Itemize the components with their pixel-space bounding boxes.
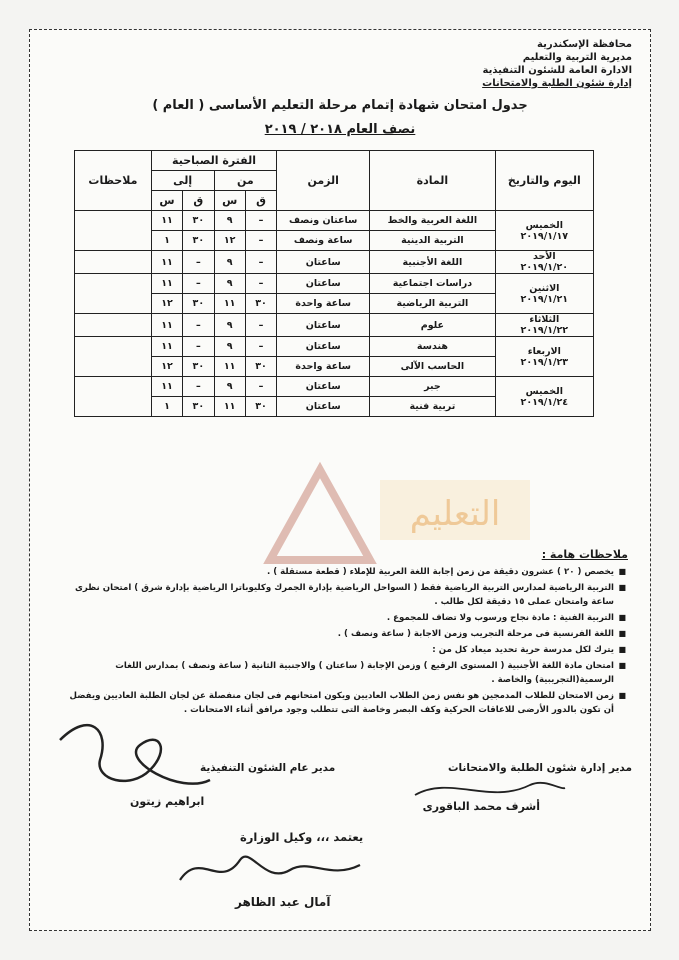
notes-cell (75, 274, 152, 314)
duration-cell: ساعتان (277, 251, 370, 274)
day-name: الاثنين (529, 282, 560, 294)
duration-cell: ساعتان (277, 397, 370, 417)
table-row (75, 274, 594, 294)
col-q: ق (245, 191, 276, 211)
left-signature-scribble (50, 700, 220, 820)
to-q-cell: ٣٠ (183, 211, 214, 231)
notes-title: ملاحظات هامة : (541, 548, 628, 561)
notes-cell (75, 211, 152, 251)
col-to: إلى (151, 171, 214, 191)
document-page (29, 29, 651, 931)
duration-cell: ساعتان (277, 337, 370, 357)
duration-cell: ساعة واحدة (277, 357, 370, 377)
notes-cell (75, 337, 152, 377)
note-item: ■ امتحان مادة اللغة الأجنبية ( المستوى الرفيع ) وزمن الإجابة ( ساعتان ) والاجنبية الثانية ( ساعة ونصف ) بمدارس اللغات الرسمية(التجريبية) والخاصة . (66, 659, 626, 687)
approval-label: يعتمد ،،، وكيل الوزارة (240, 830, 364, 844)
to-q-cell: ٣٠ (183, 231, 214, 251)
table-row (75, 251, 594, 274)
duration-cell: ساعة واحدة (277, 294, 370, 314)
col-day: اليوم والتاريخ (495, 151, 593, 211)
table-row (75, 337, 594, 357)
right-signature-name: أشرف محمد الباقورى (422, 800, 540, 813)
to-s-cell: ١٢ (151, 294, 182, 314)
approval-name: آمال عبد الظاهر (235, 895, 331, 909)
to-q-cell: ٣٠ (183, 397, 214, 417)
duration-cell: ساعتان ونصف (277, 211, 370, 231)
to-q-cell: – (183, 337, 214, 357)
approval-signature-scribble (170, 840, 370, 900)
notes-cell (75, 251, 152, 274)
day-name: الخميس (525, 219, 563, 231)
watermark-text: التعليم (409, 494, 501, 534)
day-date: ٢٠١٩/١/٢٤ (520, 396, 569, 408)
to-s-cell: ١١ (151, 274, 182, 294)
to-q-cell: ٣٠ (183, 294, 214, 314)
from-s-cell: ١١ (214, 294, 245, 314)
from-q-cell: – (245, 211, 276, 231)
col-period: الفترة الصباحية (151, 151, 276, 171)
to-s-cell: ١ (151, 231, 182, 251)
subject-cell: الحاسب الآلى (370, 357, 495, 377)
table-row (75, 314, 594, 337)
note-item: ■ اللغة الفرنسية فى مرحلة التجريب وزمن الاجابة ( ساعة ونصف ) . (66, 627, 626, 641)
day-cell (495, 337, 593, 377)
note-item: ■ يخصص ( ٢٠ ) عشرون دقيقة من زمن إجابة اللغة العربية للإملاء ( قطعة مستقلة ) . (66, 565, 626, 579)
col-q: ق (183, 191, 214, 211)
day-date: ٢٠١٩/١/٢١ (520, 293, 569, 305)
watermark-logo (230, 450, 530, 570)
left-signature-name: ابراهيم زيتون (130, 795, 205, 808)
from-q-cell: – (245, 337, 276, 357)
to-s-cell: ١ (151, 397, 182, 417)
subject-cell: هندسة (370, 337, 495, 357)
subject-cell: اللغة الأجنبية (370, 251, 495, 274)
page-subtitle: نصف العام ٢٠١٨ / ٢٠١٩ (264, 122, 416, 137)
col-from: من (214, 171, 277, 191)
notes-list (66, 565, 626, 719)
from-q-cell: – (245, 231, 276, 251)
subject-cell: اللغة العربية والخط (370, 211, 495, 231)
to-s-cell: ١١ (151, 314, 182, 337)
subject-cell: تربية فنية (370, 397, 495, 417)
to-s-cell: ١١ (151, 211, 182, 231)
from-q-cell: – (245, 314, 276, 337)
subject-cell: التربية الدينية (370, 231, 495, 251)
notes-cell (75, 377, 152, 417)
right-signature-scribble (410, 770, 570, 810)
day-cell (495, 211, 593, 251)
header-line: مديرية التربية والتعليم (522, 52, 632, 63)
subject-cell: جبر (370, 377, 495, 397)
exam-table (74, 150, 594, 417)
from-s-cell: ٩ (214, 251, 245, 274)
note-item: ■ يترك لكل مدرسة حرية تحديد ميعاد كل من : (66, 643, 626, 657)
day-cell (495, 314, 593, 337)
to-q-cell: – (183, 314, 214, 337)
notes-cell (75, 314, 152, 337)
to-s-cell: ١١ (151, 377, 182, 397)
to-s-cell: ١٢ (151, 357, 182, 377)
to-s-cell: ١١ (151, 337, 182, 357)
table-row (75, 211, 594, 231)
from-q-cell: – (245, 251, 276, 274)
subject-cell: دراسات اجتماعية (370, 274, 495, 294)
duration-cell: ساعتان (277, 377, 370, 397)
from-s-cell: ٩ (214, 377, 245, 397)
table-body (75, 211, 594, 417)
note-item: ■ التربية الرياضية لمدارس التربية الرياضية فقط ( السواحل الرياضية بإدارة الجمرك وكليوباترا الرياضية بإدارة شرق ) امتحان نظرى ساعة وامتحان عملى ١٥ دقيقة لكل طالب . (66, 581, 626, 609)
col-duration: الزمن (277, 151, 370, 211)
header-block (482, 38, 632, 90)
from-q-cell: – (245, 274, 276, 294)
note-item: ■ زمن الامتحان للطلاب المدمجين هو نفس زمن الطلاب العاديين ويكون امتحانهم فى لجان منفصلة عن لجان الطلبة العاديين ويفضل أن تكون بالدور الأرضى للاعاقات الحركية وكف البصر وخاصة التى تتطلب وجود مرافق أثناء الامتحانات . (66, 689, 626, 717)
col-s: س (151, 191, 182, 211)
from-s-cell: ٩ (214, 211, 245, 231)
day-cell (495, 274, 593, 314)
from-s-cell: ١٢ (214, 231, 245, 251)
to-s-cell: ١١ (151, 251, 182, 274)
from-q-cell: ٣٠ (245, 357, 276, 377)
col-subject: المادة (370, 151, 495, 211)
to-q-cell: ٣٠ (183, 357, 214, 377)
left-signature-title: مدير عام الشئون التنفيذية (200, 762, 336, 774)
note-item: ■ التربية الفنية : مادة نجاح ورسوب ولا تضاف للمجموع . (66, 611, 626, 625)
page-title: جدول امتحان شهادة إتمام مرحلة التعليم الأساسى ( العام ) (152, 98, 528, 113)
duration-cell: ساعتان (277, 274, 370, 294)
right-signature-title: مدير إدارة شئون الطلبة والامتحانات (447, 762, 632, 774)
col-notes: ملاحظات (75, 151, 152, 211)
header-line: محافظة الإسكندرية (537, 39, 632, 50)
table-row (75, 377, 594, 397)
day-date: ٢٠١٩/١/٢٠ (520, 262, 569, 273)
duration-cell: ساعتان (277, 314, 370, 337)
day-name: الاربعاء (527, 345, 561, 357)
col-s: س (214, 191, 245, 211)
day-name: الخميس (525, 385, 563, 397)
from-s-cell: ١١ (214, 397, 245, 417)
duration-cell: ساعة ونصف (277, 231, 370, 251)
from-s-cell: ٩ (214, 274, 245, 294)
day-date: ٢٠١٩/١/١٧ (520, 230, 569, 242)
from-q-cell: ٣٠ (245, 294, 276, 314)
day-name: الثلاثاء (529, 314, 560, 325)
subject-cell: التربية الرياضية (370, 294, 495, 314)
from-q-cell: – (245, 377, 276, 397)
to-q-cell: – (183, 251, 214, 274)
from-s-cell: ٩ (214, 337, 245, 357)
to-q-cell: – (183, 274, 214, 294)
day-cell (495, 377, 593, 417)
subject-cell: علوم (370, 314, 495, 337)
day-date: ٢٠١٩/١/٢٣ (520, 356, 569, 368)
header-line: الادارة العامة للشئون التنفيذية (482, 65, 632, 76)
from-s-cell: ١١ (214, 357, 245, 377)
day-date: ٢٠١٩/١/٢٢ (520, 325, 569, 336)
day-name: الأحد (532, 251, 556, 262)
to-q-cell: – (183, 377, 214, 397)
day-cell (495, 251, 593, 274)
from-s-cell: ٩ (214, 314, 245, 337)
header-line: إدارة شئون الطلبة والامتحانات (482, 78, 632, 89)
from-q-cell: ٣٠ (245, 397, 276, 417)
